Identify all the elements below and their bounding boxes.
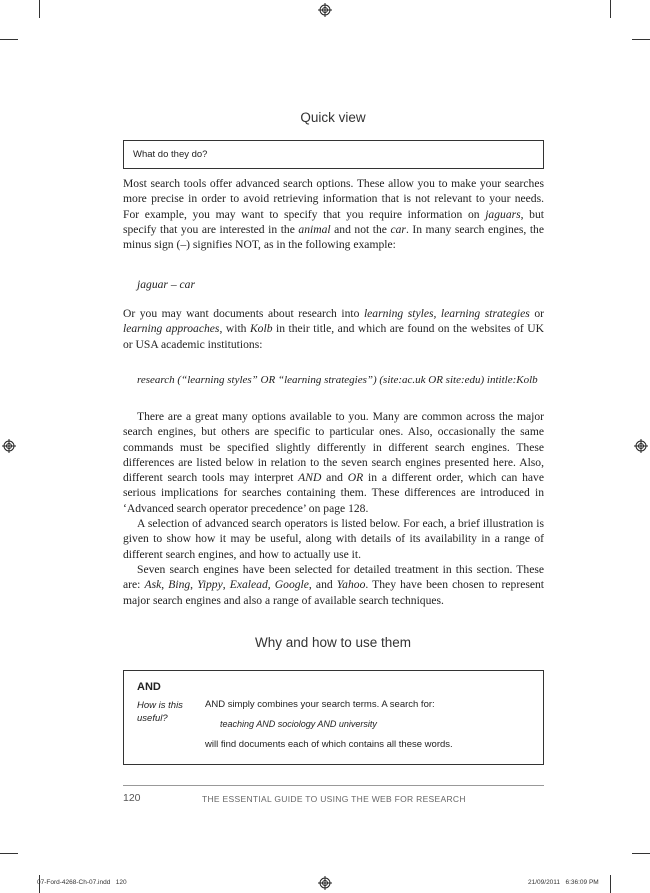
- italic-term: Google: [274, 578, 309, 592]
- text-run: ,: [267, 578, 275, 592]
- text-run: ,: [190, 578, 198, 592]
- question-box-label: What do they do?: [133, 149, 208, 160]
- italic-term: Bing: [168, 578, 191, 592]
- registration-mark-icon: [318, 3, 332, 17]
- paragraph-4: A selection of advanced search operators is listed below. For each, a brief illustration is given to show how it may be useful, along with details of its availability in a range of different search engines, and how to actually use it.: [123, 517, 544, 561]
- italic-term: Yippy: [197, 578, 223, 592]
- crop-mark: [632, 39, 650, 40]
- text-run: and not the: [330, 222, 391, 236]
- and-operator-box: [123, 670, 544, 765]
- footer-rule: [123, 785, 544, 786]
- text-run: or: [529, 307, 545, 320]
- italic-term: animal: [298, 222, 331, 236]
- registration-mark-icon: [318, 876, 332, 890]
- crop-mark: [39, 0, 40, 18]
- page-number: 120: [123, 792, 141, 804]
- crop-mark: [0, 853, 18, 854]
- text-run: and: [321, 471, 348, 485]
- and-box-line-1: AND simply combines your search terms. A search for:: [205, 699, 435, 710]
- paragraph: [123, 409, 544, 608]
- text-run: There are a great many options available to you. Many are common across the major search engines, but others are specific to particular ones. Also, occasionally the same commands must be specified slightly differently in different search engines. These differences are listed below in relation to the seven search engines presented here. Also, different search tools may interpret: [123, 410, 544, 485]
- paragraph-5: [123, 562, 544, 608]
- text-run: Most search tools offer advanced search options. These allow you to make your searches more precise in order to avoid retrieving information that is not relevant to your needs. For example, you may want to specify that you require information on: [123, 177, 544, 221]
- crop-mark: [632, 853, 650, 854]
- text-run: in a different order, which can have serious implications for searches containing them. These differences are introduced in ‘Advanced search operator precedence’ on page 128.: [123, 471, 544, 515]
- slug-datetime: 21/09/2011 6:36:09 PM: [528, 879, 599, 886]
- section-heading-why-how: Why and how to use them: [254, 635, 412, 650]
- text-run: Seven search engines have been selected for detailed treatment in this section. These are:: [123, 562, 544, 592]
- text-run: , but specify that you are interested in the: [123, 207, 544, 236]
- paragraph-2: [123, 306, 544, 352]
- text-run: ,: [222, 578, 230, 592]
- paragraph-1: [123, 176, 544, 252]
- example-query-1: jaguar – car: [137, 278, 195, 291]
- slug-file-name: 07-Ford-4268-Ch-07.indd 120: [37, 879, 127, 886]
- text-run: , with: [219, 322, 250, 336]
- example-query-2: research (“learning styles” OR “learning strategies”) (site:ac.uk OR site:edu) intitle:Kolb: [137, 374, 538, 386]
- italic-term: Kolb: [249, 322, 273, 336]
- and-box-side-label: How is this useful?: [137, 700, 183, 724]
- crop-mark: [610, 875, 611, 893]
- italic-term: jaguars: [485, 207, 521, 221]
- text-run: . They have been chosen to represent major search engines and also a range of available search techniques.: [123, 578, 545, 607]
- and-box-line-2: will find documents each of which contains all these words.: [205, 739, 453, 750]
- section-heading-quick-view: Quick view: [300, 110, 366, 125]
- running-title: THE ESSENTIAL GUIDE TO USING THE WEB FOR RESEARCH: [202, 794, 466, 804]
- italic-term: car: [390, 222, 406, 236]
- paragraph-3: [123, 409, 544, 516]
- crop-mark: [0, 39, 18, 40]
- italic-term: AND: [298, 471, 322, 485]
- and-box-title: AND: [137, 681, 161, 693]
- text-run: in their title, and which are found on the websites of UK or USA academic institutions:: [123, 322, 544, 351]
- text-run: , and: [308, 578, 337, 592]
- text-run: ,: [161, 578, 169, 592]
- registration-mark-icon: [2, 439, 16, 453]
- text-run: Or you may want documents about research into: [123, 307, 364, 320]
- italic-term: OR: [347, 471, 364, 485]
- italic-term: Ask: [144, 578, 162, 592]
- italic-term: Exalead: [229, 578, 268, 592]
- and-box-example: teaching AND sociology AND university: [220, 719, 377, 729]
- italic-term: learning approaches: [123, 322, 220, 336]
- question-box: [123, 140, 544, 169]
- text-run: . In many search engines, the minus sign (–) signifies NOT, as in the following example:: [123, 222, 545, 252]
- paragraph: [123, 176, 544, 252]
- italic-term: learning styles, learning strategies: [363, 307, 530, 320]
- paragraph: [123, 306, 544, 352]
- italic-term: Yahoo: [336, 578, 366, 592]
- registration-mark-icon: [634, 439, 648, 453]
- crop-mark: [610, 0, 611, 18]
